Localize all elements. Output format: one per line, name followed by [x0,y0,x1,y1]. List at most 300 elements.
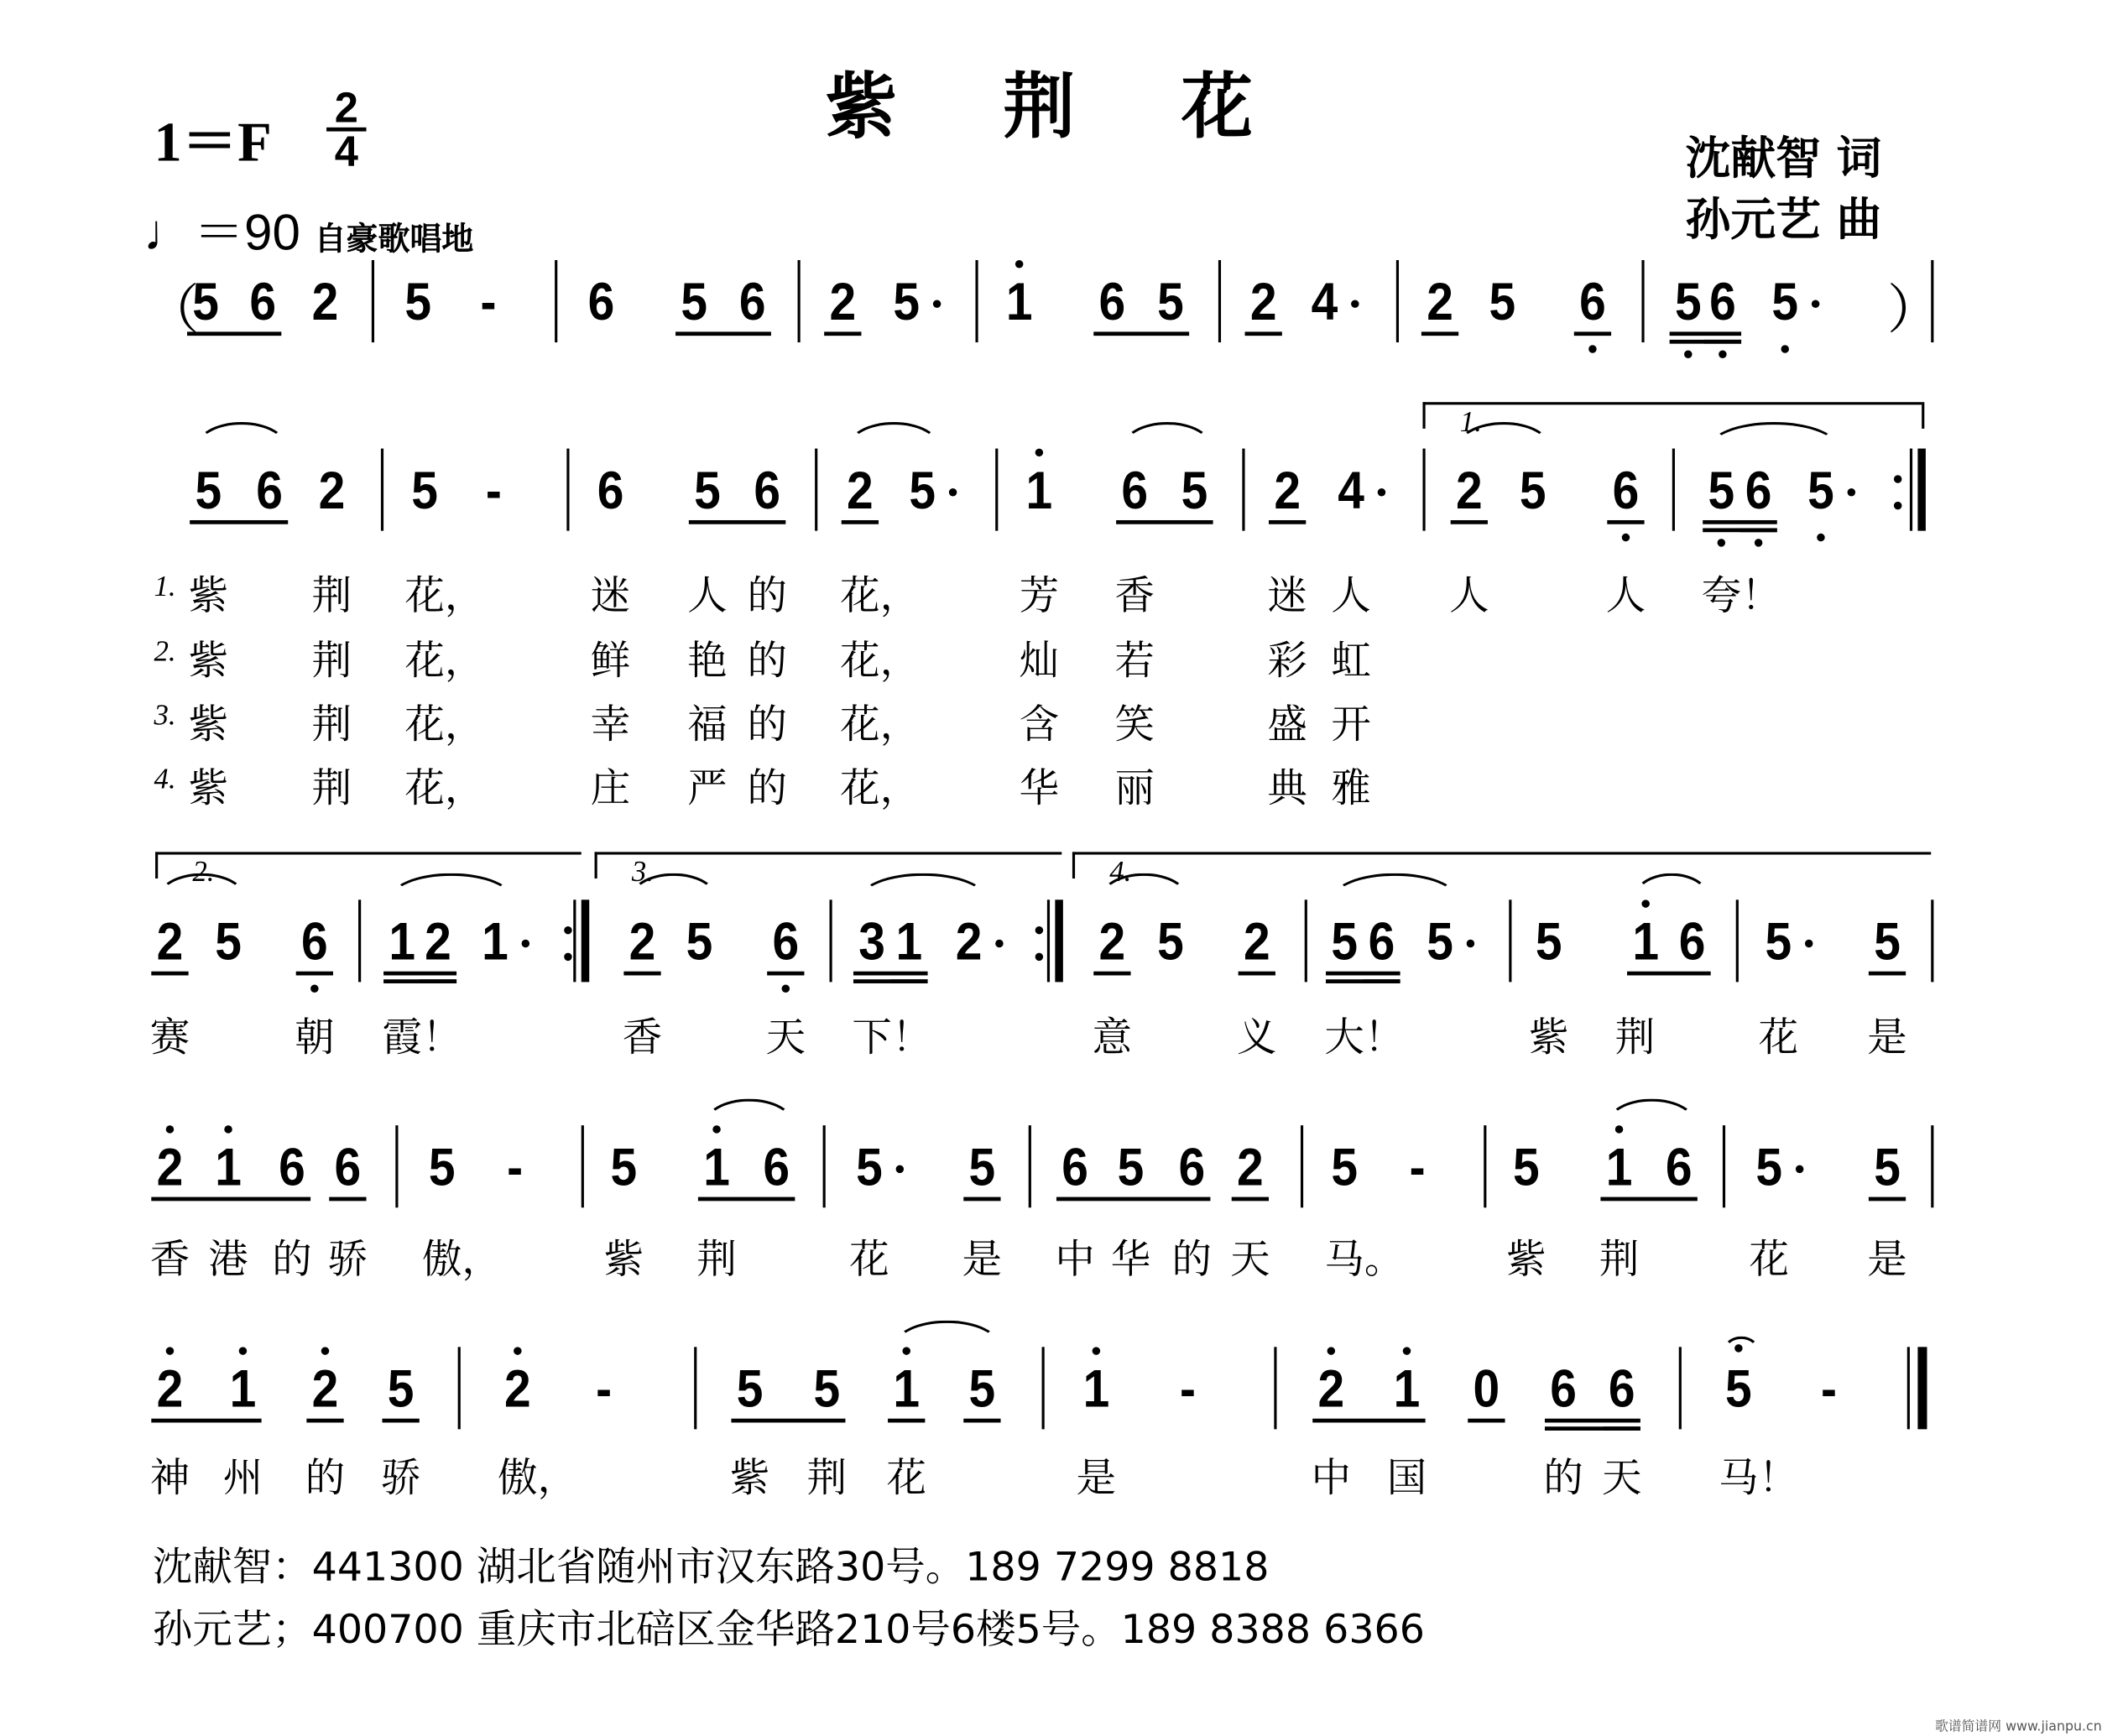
note: 5 [856,1139,883,1197]
note: 6 [754,461,781,520]
note: 5 [1519,461,1547,520]
lyric-syllable: 鲜 [590,638,631,686]
expression-mark: 自豪歌唱地 [314,220,474,258]
note: 6 [772,913,800,972]
volta-label: 2. [192,854,215,889]
lyric-syllable: 是 [1867,1237,1907,1284]
lyric-syllable: 傲， [498,1456,577,1503]
lyric-syllable: 迷 [1267,573,1307,620]
note: 6 [1178,1139,1206,1197]
low-octave-dot [1755,539,1762,546]
high-octave-dot [166,1347,174,1354]
underline-beam [1245,331,1282,335]
underline-beam [383,972,456,975]
underline-beam [1312,1419,1425,1422]
note: 5 [387,1360,415,1419]
barline [1029,1125,1031,1207]
underline-beam [1451,520,1488,524]
slur-mark [1331,873,1458,900]
underline-beam [767,972,804,975]
slur-mark [1121,422,1213,449]
lyric-syllable: 花， [404,638,485,686]
note: 6 [763,1139,790,1197]
lyric-syllable: 香 [149,1237,190,1284]
repeat-dot [564,953,571,961]
note: 5 [1874,1139,1901,1197]
note: 6 [1678,913,1706,972]
note: 1 [482,913,509,972]
song-title: 紫荆花 [825,65,1359,149]
lyric-syllable: 开 [1331,701,1371,749]
note: 6 [1709,273,1736,332]
underline-beam [963,1197,1000,1201]
lyric-syllable: 人 [1605,573,1646,620]
contact-lyricist: 沈献智：441300 湖北省随州市汉东路30号。189 7299 8818 [152,1544,1270,1592]
augmentation-dot [1467,940,1474,947]
barline [1218,260,1221,342]
barline [694,1347,696,1429]
lyric-syllable: 的 [747,638,787,686]
barline [566,449,569,531]
fermata-dot [1734,1344,1742,1352]
low-octave-dot [310,985,318,993]
underline-beam [151,1419,261,1422]
lyric-syllable: 荆 [311,573,352,620]
lyric-syllable: 花 [1758,1014,1799,1062]
underline-beam [963,1419,1000,1422]
note: 5 [610,1139,638,1197]
lyric-syllable: 马！ [1719,1456,1799,1503]
repeat-dot [1035,953,1043,961]
double-underline-beam [1739,528,1776,531]
underline-beam [306,1419,343,1422]
barline [1672,449,1675,531]
lyric-syllable: 紫 [188,638,229,686]
barline [975,260,978,342]
lyric-syllable: 荆 [806,1456,848,1503]
underline-beam [1670,331,1741,335]
lyric-syllable: 荆 [311,765,352,812]
dash-note: - [485,461,502,520]
note: 5 [813,1360,841,1419]
high-octave-dot [1615,1125,1623,1133]
underline-beam [1093,331,1189,335]
lyric-syllable: 夸！ [1701,573,1781,620]
note: 1 [895,913,923,972]
note: 5 [1807,461,1834,520]
note: 5 [1513,1139,1540,1197]
note: 1 [389,913,416,972]
dash-note: - [1820,1360,1837,1419]
underline-beam [1869,1197,1906,1201]
lyric-syllable: 是 [1076,1456,1117,1503]
volta-bracket-side [1922,402,1924,429]
lyric-syllable: 笑 [1114,701,1155,749]
key-signature: 1＝F [154,112,272,175]
slur-mark [1632,873,1710,900]
augmentation-dot [933,300,941,307]
note: 2 [1317,1360,1345,1419]
augmentation-dot [896,1165,904,1173]
barline [1484,1125,1486,1207]
augmentation-dot [1378,488,1385,496]
open-paren: （ [145,281,200,340]
low-octave-dot [1719,351,1726,358]
note: 5 [192,273,219,332]
lyric-syllable: 灿 [1019,638,1060,686]
note: 2 [156,913,184,972]
lyric-syllable: 天 [1601,1456,1642,1503]
underline-beam [824,331,861,335]
note: 1 [1082,1360,1110,1419]
note: 5 [736,1360,764,1419]
underline-beam [1326,972,1400,975]
note: 3 [858,913,885,972]
note: 5 [1117,1139,1145,1197]
note: 6 [1121,461,1149,520]
note: 5 [1331,913,1358,972]
barline [555,260,557,342]
lyric-syllable: 幸 [590,701,631,749]
barline [582,1125,584,1207]
verse-number: 2. [154,634,176,668]
lyric-syllable: 骄 [327,1237,368,1284]
thick-barline [582,899,589,982]
lyric-syllable: 朝 [295,1014,335,1062]
lyric-syllable: 丽 [1114,765,1155,812]
high-octave-dot [1093,1347,1100,1354]
lyric-syllable: 紫 [1506,1237,1547,1284]
lyric-syllable: 迷 [590,573,631,620]
lyric-syllable: 州 [222,1456,263,1503]
lyric-syllable: 天 [1230,1237,1270,1284]
note: 2 [629,913,656,972]
lyric-syllable: 芳 [1019,573,1060,620]
lyric-syllable: 花， [840,573,921,620]
slur-mark [847,422,941,449]
underline-beam [1607,520,1644,524]
lyric-syllable: 国 [1386,1456,1427,1503]
barline [458,1347,461,1429]
lyric-syllable: 紫 [188,765,229,812]
slur-mark [893,1321,1000,1348]
augmentation-dot [1812,300,1819,307]
barline [995,449,998,531]
low-octave-dot [1684,351,1692,358]
time-signature [326,83,366,175]
lyric-syllable: 中 [1311,1456,1352,1503]
note: 4 [1311,273,1338,332]
lyric-syllable: 紫 [188,701,229,749]
barline [1910,449,1912,531]
note: 5 [215,913,242,972]
lyric-syllable: 下！ [852,1014,932,1062]
lyric-syllable: 天 [765,1014,806,1062]
dash-note: - [507,1139,524,1197]
quarter-note-icon: ♩ [143,206,194,262]
low-octave-dot [1622,534,1630,541]
high-octave-dot [166,1125,174,1133]
note: 5 [1489,273,1516,332]
note: 6 [1745,461,1772,520]
lyric-syllable: 香 [1114,573,1155,620]
note: 2 [156,1139,184,1197]
lyric-syllable: 典 [1267,765,1307,812]
augmentation-dot [995,940,1003,947]
slur-mark [195,422,288,449]
note: 0 [1473,1360,1500,1419]
lyric-syllable: 荆 [1614,1014,1656,1062]
underline-beam [1239,972,1275,975]
underline-beam [151,972,188,975]
note: 5 [1708,461,1735,520]
double-underline-beam [420,979,456,983]
note: 6 [1579,273,1606,332]
slur-mark [389,873,514,900]
barline [798,260,801,342]
underline-beam [190,520,288,524]
low-octave-dot [1817,534,1824,541]
augmentation-dot [1351,300,1359,307]
barline [1047,899,1050,982]
slur-mark [858,873,987,900]
lyric-syllable: 荆 [311,638,352,686]
high-octave-dot [1641,899,1649,907]
lyric-syllable: 庄 [590,765,631,812]
barline [1305,899,1307,982]
barline [395,1125,398,1207]
lyric-syllable: 紫 [1529,1014,1569,1062]
note: 5 [681,273,708,332]
note: 6 [1612,461,1640,520]
lyric-syllable: 花 [1749,1237,1789,1284]
dash-note: - [480,273,497,332]
note: 6 [256,461,283,520]
underline-beam [689,520,785,524]
note: 2 [829,273,857,332]
double-underline-beam [1704,340,1741,343]
underline-beam [1232,1197,1269,1201]
volta-label: 1. [1459,404,1482,438]
underline-beam [1116,520,1213,524]
note: 1 [1632,913,1660,972]
barline [372,260,374,342]
note: 5 [1674,273,1702,332]
augmentation-dot [1848,488,1855,496]
high-octave-dot [239,1347,247,1354]
underline-beam [1269,520,1306,524]
high-octave-dot [321,1347,329,1354]
high-octave-dot [712,1125,720,1133]
double-underline-beam [890,979,927,983]
note: 4 [1338,461,1364,520]
underline-beam [329,1197,366,1201]
underline-beam [1421,331,1458,335]
tempo-marking [143,191,474,264]
note: 6 [1608,1360,1635,1419]
note: 5 [1157,273,1184,332]
note: 2 [503,1360,531,1419]
underline-beam [1703,520,1777,524]
lyric-syllable: 花， [404,701,485,749]
repeat-dot [1894,475,1901,482]
note: 2 [1098,913,1126,972]
slur-mark [1606,1099,1698,1126]
high-octave-dot [1403,1347,1411,1354]
note: 2 [1455,461,1483,520]
lyric-syllable: 人 [1449,573,1489,620]
note: 2 [1274,461,1301,520]
note: 2 [1427,273,1453,332]
volta-bracket-side [1422,402,1425,429]
lyric-syllable: 的 [1171,1237,1213,1284]
underline-beam [1056,1197,1210,1201]
lyric-syllable: 人 [687,573,728,620]
lyric-syllable: 严 [687,765,728,812]
lyric-syllable: 中 [1055,1237,1095,1284]
volta-bracket-side [1072,852,1075,878]
lyric-syllable: 花， [840,638,921,686]
underline-beam [151,1197,310,1201]
augmentation-dot [522,940,529,947]
note: 5 [893,273,921,332]
barline [1931,1125,1933,1207]
note: 2 [311,273,339,332]
volta-bracket [595,852,1062,854]
verse-number: 3. [154,697,176,732]
lyric-syllable: 雅 [1331,765,1371,812]
lyric-syllable: 的 [305,1456,346,1503]
note: 6 [301,913,328,972]
note: 2 [1237,1139,1264,1197]
note: 1 [229,1360,257,1419]
lyric-syllable: 是 [962,1237,1003,1284]
underline-beam [296,972,333,975]
note: 5 [1771,273,1799,332]
underline-beam [698,1197,795,1201]
note: 6 [1098,273,1126,332]
underline-beam [1869,972,1906,975]
barline [1907,1347,1910,1429]
underline-beam [1600,1197,1697,1201]
note: 5 [1181,461,1208,520]
note: 2 [847,461,874,520]
note: 5 [968,1139,996,1197]
lyric-syllable: 意 [1092,1014,1133,1062]
contact-composer: 孙元艺；400700 重庆市北碚区金华路210号6楼5号。189 8388 6366 [152,1607,1425,1654]
lyric-syllable: 傲， [421,1237,502,1284]
note: 6 [587,273,615,332]
thick-barline [1917,449,1925,531]
note: 2 [955,913,983,972]
lyric-syllable: 艳 [687,638,728,686]
time-top: 2 [334,83,358,132]
barline [1396,260,1399,342]
note: 5 [1755,1139,1783,1197]
dash-note: - [596,1360,613,1419]
low-octave-dot [1588,345,1596,352]
lyric-syllable: 义 [1237,1014,1277,1062]
barline [823,1125,826,1207]
underline-beam [1468,1419,1505,1422]
note: 5 [694,461,721,520]
verse-number: 4. [154,761,176,795]
lyric-syllable: 骄 [380,1456,421,1503]
barline [1641,260,1644,342]
underline-beam [888,1419,925,1422]
barline [829,899,832,982]
note: 5 [1535,913,1562,972]
lyric-syllable: 华 [1110,1237,1151,1284]
volta-label: 3. [631,854,654,889]
barline [1723,1125,1725,1207]
note: 5 [909,461,936,520]
lyric-syllable: 马。 [1324,1237,1405,1284]
watermark: 歌谱简谱网 www.jianpu.cn [1934,1719,2102,1735]
lyric-syllable: 的 [1543,1456,1583,1503]
lyric-syllable: 人 [1331,573,1371,620]
high-octave-dot [224,1125,232,1133]
lyric-syllable: 花， [404,573,485,620]
note: 1 [703,1139,730,1197]
lyric-syllable: 福 [687,701,728,749]
note: 2 [1243,913,1270,972]
lyric-syllable: 花 [849,1237,889,1284]
underline-beam [1545,1419,1640,1422]
lyric-syllable: 花， [840,765,921,812]
double-underline-beam [1363,979,1400,983]
verse-number: 1. [154,569,176,603]
lyric-syllable: 花， [404,765,485,812]
low-octave-dot [782,985,790,993]
note: 5 [1157,913,1184,972]
barline [1736,899,1739,982]
barline [1042,1347,1045,1429]
underline-beam [1627,972,1711,975]
note: 5 [195,461,222,520]
volta-bracket [1422,402,1922,404]
lyric-syllable: 若 [1114,638,1155,686]
lyric-syllable: 港 [208,1237,248,1284]
note: 6 [1368,913,1395,972]
note: 2 [318,461,346,520]
note: 2 [311,1360,339,1419]
note: 5 [686,913,713,972]
lyric-syllable: 华 [1019,765,1060,812]
underline-beam [853,972,928,975]
note: 2 [156,1360,184,1419]
lyric-syllable: 盛 [1267,701,1307,749]
close-paren: ） [1887,281,1941,340]
lyric-syllable: 的 [747,701,787,749]
underline-beam [675,331,771,335]
lyric-syllable: 的 [747,765,787,812]
lyric-syllable: 虹 [1331,638,1371,686]
high-octave-dot [1015,260,1023,268]
note: 6 [597,461,624,520]
note: 1 [893,1360,921,1419]
lyric-syllable: 彩 [1267,638,1307,686]
note: 6 [1665,1139,1693,1197]
barline [381,449,383,531]
barline [815,449,817,531]
time-bottom: 4 [326,128,366,171]
note: 2 [1249,273,1277,332]
underline-beam [1574,331,1611,335]
note: 5 [1725,1360,1752,1419]
double-underline-beam [1604,1426,1640,1430]
tempo-value: ＝90 [193,206,300,262]
